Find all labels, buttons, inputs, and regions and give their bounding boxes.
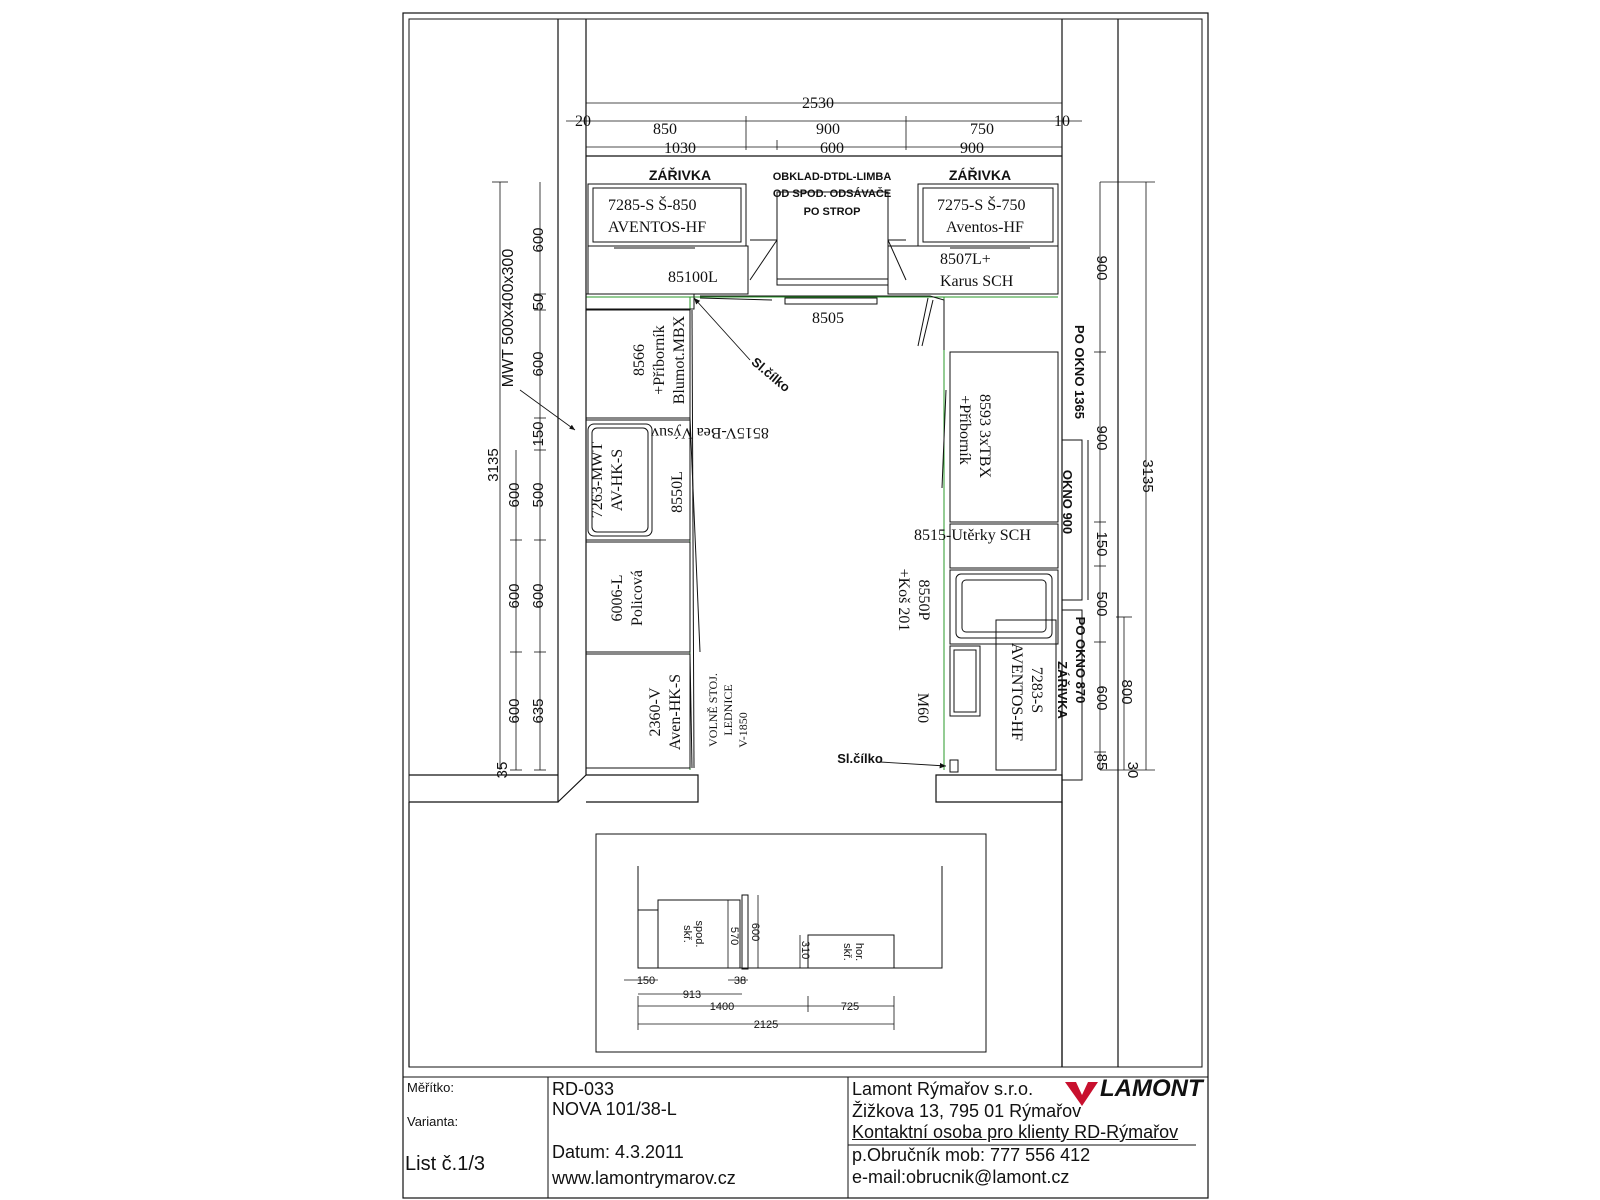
fridge-line2: LEDNICE — [721, 684, 735, 736]
cab-2360-line1: 2360-V — [647, 687, 664, 737]
zarivka-right-label: ZÁŘIVKA — [948, 167, 1012, 183]
cab-85100: 85100L — [668, 269, 718, 286]
dim-right-gap: 10 — [1054, 113, 1070, 130]
dim-left-150: 150 — [530, 421, 547, 447]
cab-m60: M60 — [914, 692, 931, 724]
section-dim-725: 725 — [840, 1001, 860, 1013]
company-name: Lamont Rýmařov s.r.o. — [852, 1079, 1034, 1099]
cab-8507-line1: 8507L+ — [940, 251, 991, 268]
cab-8515u: 8515-Utěrky SCH — [914, 527, 1031, 544]
slcilko-label-bottom: Sl.čílko — [837, 751, 883, 766]
cab-7275-line1: 7275-S Š-750 — [937, 197, 1026, 214]
cab-8593-line1: 8593 3xTBX — [976, 394, 993, 478]
section-dim-913: 913 — [682, 989, 702, 1001]
dim-left-gap: 20 — [575, 113, 591, 130]
varianta-label: Varianta: — [407, 1114, 459, 1129]
section-dim-2125: 2125 — [753, 1019, 779, 1031]
cab-6006-line2: Policová — [629, 570, 646, 626]
dim-left-600b: 600 — [530, 351, 547, 377]
obklad-label-1: OBKLAD-DTDL-LIMBA — [772, 171, 892, 183]
lamont-logo-text: LAMONT — [1100, 1075, 1203, 1102]
dim-left-500: 500 — [530, 482, 547, 508]
okno-900-label: OKNO 900 — [1060, 469, 1075, 535]
dim-left-o600a: 600 — [506, 482, 523, 508]
section-dim-150: 150 — [636, 975, 656, 987]
po-okno-1365-label: PO OKNO 1365 — [1072, 325, 1087, 419]
website-link[interactable]: www.lamontrymarov.cz — [552, 1168, 736, 1188]
dim-left-o600c: 600 — [506, 698, 523, 724]
dim-right-85: 85 — [1093, 753, 1110, 771]
kitchen-model: NOVA 101/38-L — [552, 1099, 677, 1119]
dim-right-500: 500 — [1093, 591, 1110, 617]
list-number: List č.1/3 — [405, 1153, 486, 1175]
dim-left-600c: 600 — [530, 583, 547, 609]
po-okno-870-label: PO OKNO 870 — [1073, 616, 1088, 704]
dim-left-50: 50 — [530, 293, 547, 311]
section-dim-570: 570 — [728, 926, 740, 946]
cab-7263-line1: 7263-MWT — [589, 441, 606, 519]
dim-right-900b: 900 — [1093, 425, 1110, 451]
section-dim-600: 600 — [749, 922, 761, 942]
dim-overall: 2530 — [802, 95, 834, 112]
cab-8550p-line1: 8550P — [915, 579, 932, 621]
project-code: RD-033 — [552, 1079, 615, 1099]
section-dim-1400: 1400 — [709, 1001, 735, 1013]
slcilko-label-top: Sl.čílko — [748, 354, 794, 395]
drawing-date: Datum: 4.3.2011 — [552, 1142, 684, 1162]
cab-8566-line2: +Příborník — [651, 325, 668, 395]
cab-8550p-line2: +Koš 201 — [895, 568, 912, 632]
section-detail — [596, 834, 986, 1052]
section-dim-310: 310 — [799, 940, 811, 960]
dim-left-600a: 600 — [530, 227, 547, 253]
meritko-label: Měřítko: — [407, 1080, 454, 1095]
cab-8593-line2: +Příborník — [956, 395, 973, 465]
fridge-line1: VOLNĚ STOJ. — [706, 673, 720, 747]
dim-right-150: 150 — [1093, 531, 1110, 557]
section-spod-line1: spod. — [693, 920, 705, 948]
dim-left-635: 635 — [530, 698, 547, 724]
zarivka-side-label: ZÁŘIVKA — [1055, 661, 1070, 719]
section-hor-line1: hor. — [853, 942, 865, 962]
dim-right-30: 30 — [1124, 761, 1141, 779]
cab-8566-line3: Blumot.MBX — [671, 315, 688, 405]
cab-8566-line1: 8566 — [631, 344, 648, 376]
cab-7263-line2: AV-HK-S — [609, 448, 626, 512]
cab-8550l: 8550L — [669, 471, 686, 513]
dim-left-35: 35 — [494, 761, 511, 779]
obklad-label-2: OD SPOD. ODSÁVAČE — [772, 188, 892, 200]
cab-8507-line2: Karus SCH — [940, 273, 1014, 290]
dim-750: 750 — [970, 121, 994, 138]
section-hor-line2: skř. — [841, 943, 853, 961]
cab-7275-line2: Aventos-HF — [946, 219, 1024, 236]
top-base-cabinets — [586, 294, 944, 350]
dim-left-o600b: 600 — [506, 583, 523, 609]
dim-right-900a: 900 — [1093, 255, 1110, 281]
dim-850: 850 — [653, 121, 677, 138]
dim-right-total: 3135 — [1139, 459, 1156, 493]
company-address: Žižkova 13, 795 01 Rýmařov — [852, 1101, 1082, 1121]
section-spod-line2: skř. — [681, 925, 693, 943]
cab-7283-line1: 7283-S — [1028, 666, 1045, 714]
dim-right-800: 800 — [1118, 679, 1135, 705]
zarivka-left-label: ZÁŘIVKA — [648, 167, 712, 183]
cab-7285-line1: 7285-S Š-850 — [608, 197, 697, 214]
cab-7283-line2: AVENTOS-HF — [1008, 642, 1025, 742]
mwt-label: MWT 500x400x300 — [500, 248, 517, 388]
dim-900b: 900 — [960, 140, 984, 157]
dim-left-total: 3135 — [485, 448, 502, 482]
dim-900: 900 — [816, 121, 840, 138]
cab-2360-line2: Aven-HK-S — [667, 673, 684, 751]
cab-6006-line1: 6006-L — [609, 574, 626, 622]
dim-1030: 1030 — [664, 140, 696, 157]
cab-8505: 8505 — [812, 310, 844, 327]
contact-heading: Kontaktní osoba pro klienty RD-Rýmařov — [852, 1122, 1179, 1142]
cab-8515v: 8515V-Bea Výsuv — [651, 424, 769, 441]
cab-7285-line2: AVENTOS-HF — [608, 219, 707, 236]
obklad-label-3: PO STROP — [803, 206, 861, 218]
contact-email[interactable]: e-mail:obrucnik@lamont.cz — [852, 1167, 1070, 1187]
fridge-line3: V-1850 — [736, 712, 750, 748]
contact-person: p.Obručník mob: 777 556 412 — [852, 1145, 1091, 1165]
dim-right-600: 600 — [1093, 685, 1110, 711]
dim-600: 600 — [820, 140, 844, 157]
section-dim-38: 38 — [733, 975, 747, 987]
